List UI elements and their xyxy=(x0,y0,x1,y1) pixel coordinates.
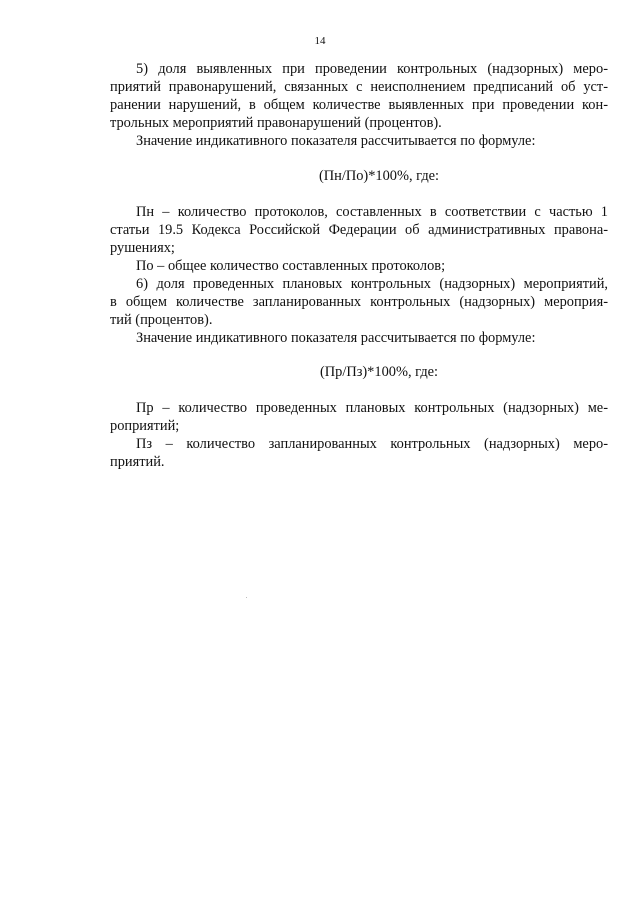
scan-speck xyxy=(246,597,247,598)
item-6-line-3: тий (процентов). xyxy=(110,312,213,328)
pn-definition-line-3: рушениях; xyxy=(110,240,175,256)
page-number: 14 xyxy=(314,35,326,47)
formula-1: (Пн/По)*100%, где: xyxy=(318,168,440,184)
formula-intro-1: Значение индикативного показателя рассчитывается по формуле: xyxy=(136,133,536,149)
item-5-line-1: 5) доля выявленных при проведении контрольных (надзорных) меро- xyxy=(136,61,608,77)
pn-definition-line-2: статьи 19.5 Кодекса Российской Федерации об административных правона- xyxy=(110,222,608,238)
item-6-line-2: в общем количестве запланированных контрольных (надзорных) мероприя- xyxy=(110,294,608,310)
pn-definition-line-1: Пн – количество протоколов, составленных в соответствии с частью 1 xyxy=(136,204,608,220)
formula-intro-2: Значение индикативного показателя рассчитывается по формуле: xyxy=(136,330,536,346)
item-5-line-3: ранении нарушений, в общем количестве выявленных при проведении кон- xyxy=(110,97,608,113)
pz-definition-line-1: Пз – количество запланированных контрольных (надзорных) меро- xyxy=(136,436,608,452)
item-5-line-4: трольных мероприятий правонарушений (процентов). xyxy=(110,115,442,131)
item-6-line-1: 6) доля проведенных плановых контрольных (надзорных) мероприятий, xyxy=(136,276,608,292)
pr-definition-line-1: Пр – количество проведенных плановых контрольных (надзорных) ме- xyxy=(136,400,608,416)
item-5-line-2: приятий правонарушений, связанных с неисполнением предписаний об уст- xyxy=(110,79,608,95)
po-definition: По – общее количество составленных протоколов; xyxy=(136,258,446,274)
pr-definition-line-2: роприятий; xyxy=(110,418,180,434)
formula-2: (Пр/Пз)*100%, где: xyxy=(319,364,439,380)
pz-definition-line-2: приятий. xyxy=(110,454,165,470)
